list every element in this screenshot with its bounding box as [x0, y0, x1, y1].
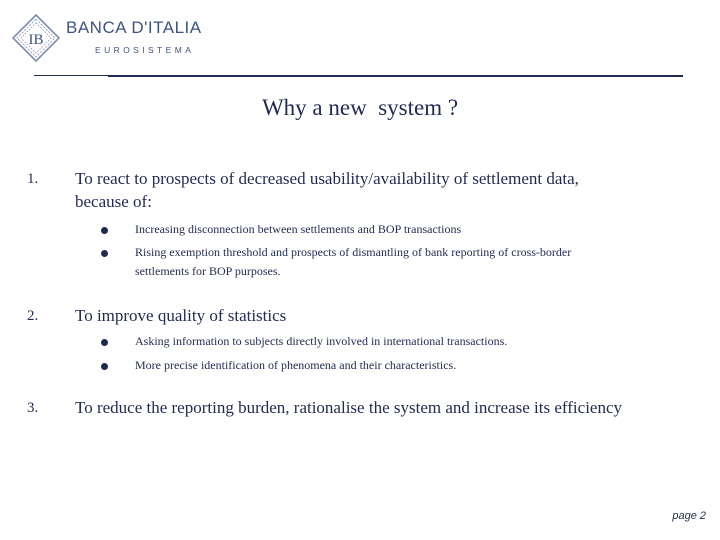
item-heading: To reduce the reporting burden, rationalise the system and increase its efficiency — [75, 398, 623, 417]
bullet-text: Increasing disconnection between settlements and BOP transactions — [135, 222, 462, 236]
item-number: 1. — [27, 171, 39, 187]
brand-name: BANCA D'ITALIA — [66, 18, 202, 37]
bullet-text-continued: settlements for BOP purposes. — [135, 264, 281, 278]
item-heading: To improve quality of statistics — [75, 306, 287, 325]
header-divider — [108, 75, 683, 77]
banca-ditalia-logo-icon — [12, 14, 60, 62]
slide-title: Why a new system ? — [261, 95, 459, 120]
header-divider-thin — [34, 75, 108, 76]
brand-subtitle: EUROSISTEMA — [95, 45, 195, 55]
svg-text:IB: IB — [28, 32, 44, 48]
bullet-text: Asking information to subjects directly involved in international transactions. — [135, 334, 508, 348]
item-number: 2. — [27, 308, 39, 324]
page-number: page 2 — [672, 510, 706, 522]
bullet-icon — [101, 250, 108, 257]
bullet-icon — [101, 227, 108, 234]
bullet-text: More precise identification of phenomena and their characteristics. — [135, 358, 457, 372]
item-heading: To react to prospects of decreased usability/availability of settlement data, — [75, 169, 579, 188]
item-number: 3. — [27, 400, 39, 416]
bullet-icon — [101, 339, 108, 346]
item-heading-continued: because of: — [75, 192, 152, 211]
bullet-icon — [101, 363, 108, 370]
bullet-text: Rising exemption threshold and prospects of dismantling of bank reporting of cross-border — [135, 245, 572, 259]
